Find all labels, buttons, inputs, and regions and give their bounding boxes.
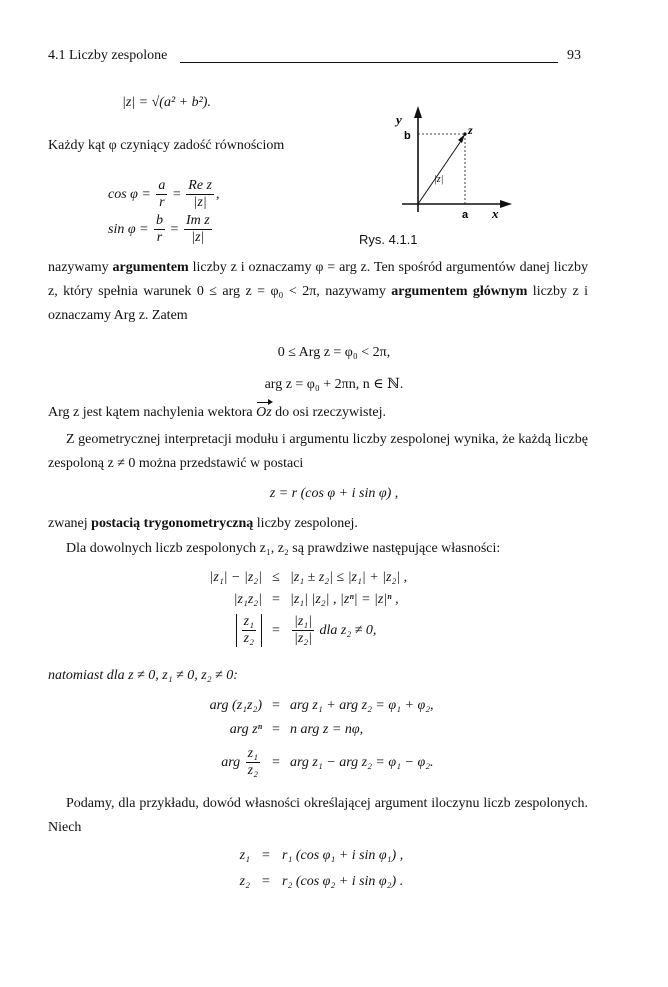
prop2-lhs: |z₁z₂|	[233, 592, 262, 607]
prop1-op: ≤	[272, 570, 280, 585]
prop2-op: =	[272, 592, 280, 607]
final1-rhs: r₁ (cos φ₁ + i sin φ₁) ,	[282, 848, 404, 863]
prop3-op: =	[272, 622, 280, 638]
arg3-op: =	[272, 754, 280, 770]
text-trig-form-name: zwanej postacią trygonometryczną liczby zespolonej.	[48, 516, 358, 531]
vector-arrowhead	[458, 134, 465, 143]
text-conditions: natomiast dla z ≠ 0, z₁ ≠ 0, z₂ ≠ 0:	[48, 668, 238, 683]
y-axis-arrow	[414, 106, 422, 118]
text-angle: Arg z jest kątem nachylenia wektora Oz do osi rzeczywistej.	[48, 405, 386, 420]
label-a: a	[462, 209, 469, 221]
arg1-lhs: arg (z₁z₂)	[209, 698, 262, 713]
prop1-lhs: |z₁| − |z₂|	[209, 570, 262, 585]
prop3-lhs: $\frac{\text{z₁}}{\text{z₂}}$	[170, 614, 262, 647]
term-trig-form: postacią trygonometryczną	[91, 516, 254, 531]
x-axis-arrow	[500, 200, 512, 208]
prop3-rhs: $\frac{\text{|z₁|}}{\text{|z₂|}}$ dla z₂ ≠ 0,	[294, 614, 377, 647]
vector-oz: Oz	[256, 405, 272, 420]
equation-cos: cos φ = $\frac{a}{r}$ = $\frac{\text{Re z}}{|z|}$ ,	[108, 178, 220, 211]
equation-trig-form: z = r (cos φ + i sin φ) ,	[269, 486, 399, 501]
label-y: y	[396, 112, 402, 127]
page-number: 93	[567, 48, 581, 63]
term-main-argument: argumentem głównym	[391, 284, 528, 299]
equation-sin	[108, 213, 214, 246]
sin-frac-2: $\frac{\text{Im z}}{|z|}$	[185, 213, 210, 246]
sin-lhs: sin φ =	[108, 221, 149, 237]
argument-equations	[170, 698, 550, 779]
equation-arg-general: arg z = φ₀ + 2πn, n ∈ ℕ.	[264, 377, 404, 392]
intro-text: Każdy kąt φ czyniący zadość równościom	[48, 138, 285, 153]
label-b: b	[404, 130, 411, 142]
prop2-rhs: |z₁| |z₂| , |zⁿ| = |z|ⁿ ,	[290, 592, 399, 607]
arg2-op: =	[272, 722, 280, 737]
figure-caption: Rys. 4.1.1	[359, 232, 418, 247]
arg1-rhs: arg z₁ + arg z₂ = φ₁ + φ₂,	[290, 698, 434, 713]
running-header-section: 4.1 Liczby zespolone	[48, 48, 168, 63]
properties-equations	[170, 570, 550, 647]
point-z	[463, 132, 466, 135]
final1-op: =	[262, 848, 270, 863]
arg2-rhs: n arg z = nφ,	[290, 722, 364, 737]
paragraph-argument: nazywamy argumentem liczby z i oznaczamy φ = arg z. Ten spośród argumentów danej liczby z, który spełnia warunek 0 ≤ arg z = φ₀ < 2π, nazywamy argumentem głównym liczby z i oznaczamy Arg z. Zatem	[48, 260, 588, 323]
label-abs-z: |z|	[434, 174, 444, 185]
final2-op: =	[262, 874, 270, 889]
vector-z	[418, 138, 463, 204]
final1-lhs: z₁	[239, 848, 250, 863]
arg3-rhs: arg z₁ − arg z₂ = φ₁ − φ₂.	[290, 754, 434, 770]
final2-rhs: r₂ (cos φ₂ + i sin φ₂) .	[282, 874, 404, 889]
cos-lhs: cos φ =	[108, 186, 151, 202]
arg2-lhs: arg zⁿ	[229, 722, 262, 737]
term-argument: argumentem	[112, 260, 189, 275]
cos-frac-1: $\frac{a}{r}$	[158, 178, 166, 211]
arg3-lhs: arg $\frac{\text{z₁}}{\text{z₂}}$	[221, 746, 258, 779]
label-z: z	[468, 123, 473, 137]
prop1-rhs: |z₁ ± z₂| ≤ |z₁| + |z₂| ,	[290, 570, 408, 585]
equation-arg-main: 0 ≤ Arg z = φ₀ < 2π,	[277, 345, 391, 360]
label-x: x	[492, 206, 499, 221]
sin-frac-1: $\frac{b}{r}$	[156, 213, 164, 246]
sin-eq: =	[170, 221, 179, 237]
cos-frac-2: $\frac{\text{Re z}}{|z|}$	[188, 178, 212, 211]
text-properties-intro: Dla dowolnych liczb zespolonych z₁, z₂ są prawdziwe następujące własności:	[66, 541, 501, 556]
header-rule	[180, 62, 558, 63]
paragraph-proof: Podamy, dla przykładu, dowód własności określającej argument iloczynu liczb zespolonych. Niech	[48, 796, 588, 835]
cos-eq: =	[172, 186, 181, 202]
arg1-op: =	[272, 698, 280, 713]
final2-lhs: z₂	[239, 874, 250, 889]
paragraph-geometric: Z geometrycznej interpretacji modułu i argumentu liczby zespolonej wynika, że każdą liczbę zespoloną z ≠ 0 można przedstawić w postaci	[48, 432, 588, 471]
complex-plane-figure	[388, 100, 518, 240]
equation-modulus: |z| = √(a² + b²).	[122, 95, 211, 110]
final-equations	[210, 848, 522, 890]
